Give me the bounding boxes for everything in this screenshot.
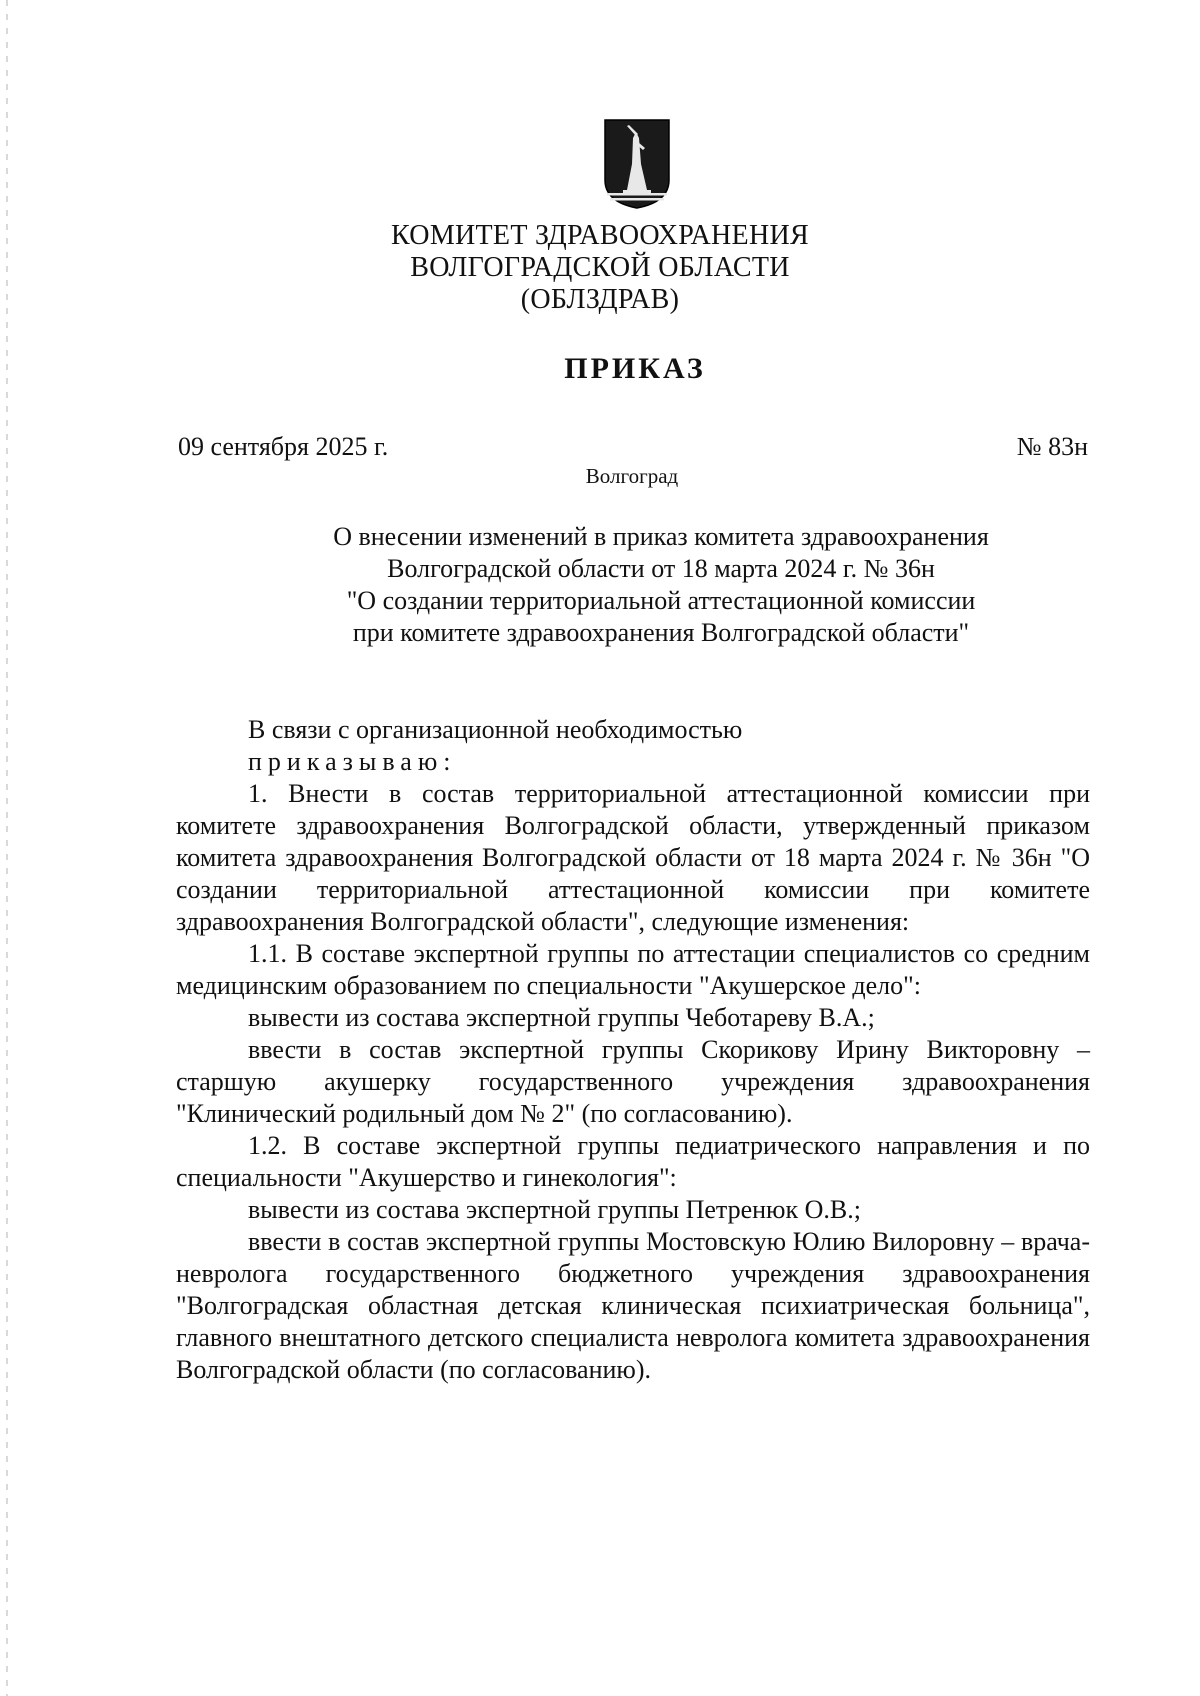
order-word: приказываю: (248, 747, 457, 776)
intro-paragraph: В связи с организационной необходимостью (248, 715, 743, 744)
document-body (176, 714, 1090, 1386)
document-subject (0, 521, 1200, 649)
clause-1-1-add: ввести в состав экспертной группы Скорикову Ирину Викторовну – старшую акушерку государственного учреждения здравоохранения "Клинический родильный дом № 2" (по согласованию). (176, 1035, 1090, 1128)
subject-line: О внесении изменений в приказ комитета здравоохранения (333, 522, 989, 551)
clause-1-1-remove: вывести из состава экспертной группы Чеботареву В.А.; (248, 1003, 875, 1032)
subject-line: Волгоградской области от 18 марта 2024 г. № 36н (387, 554, 935, 583)
coat-of-arms-icon (603, 118, 671, 210)
org-line-1: КОМИТЕТ ЗДРАВООХРАНЕНИЯ (391, 220, 809, 251)
org-line-3: (ОБЛЗДРАВ) (520, 284, 680, 315)
clause-1: 1. Внести в состав территориальной аттестационной комиссии при комитете здравоохранения Волгоградской области, утвержденный приказом комитета здравоохранения Волгоградской области от 18 марта 2024 г. № 36н "О создании территориальной аттестационной комиссии при комитете здравоохранения Волгоградской области", следующие изменения: (176, 779, 1090, 936)
clause-1-2-add: ввести в состав экспертной группы Мостовскую Юлию Вилоровну – врача-невролога государственного бюджетного учреждения здравоохранения "Волгоградская областная детская клиническая психиатрическая больница", главного внештатного детского специалиста невролога комитета здравоохранения Волгоградской области (по согласованию). (176, 1227, 1090, 1384)
organization-title (0, 220, 1200, 316)
clause-1-2: 1.2. В составе экспертной группы педиатрического направления и по специальности "Акушерство и гинекология": (176, 1131, 1090, 1192)
document-number: № 83н (1016, 432, 1088, 461)
document-city: Волгоград (585, 464, 679, 488)
document-type: ПРИКАЗ (564, 352, 706, 385)
document-date: 09 сентября 2025 г. (178, 432, 389, 461)
subject-line: "О создании территориальной аттестационной комиссии (346, 586, 976, 615)
org-line-2: ВОЛГОГРАДСКОЙ ОБЛАСТИ (410, 252, 790, 283)
subject-line: при комитете здравоохранения Волгоградской области" (352, 618, 970, 647)
clause-1-1: 1.1. В составе экспертной группы по аттестации специалистов со средним медицинским образованием по специальности "Акушерское дело": (176, 939, 1090, 1000)
clause-1-2-remove: вывести из состава экспертной группы Петренюк О.В.; (248, 1195, 861, 1224)
